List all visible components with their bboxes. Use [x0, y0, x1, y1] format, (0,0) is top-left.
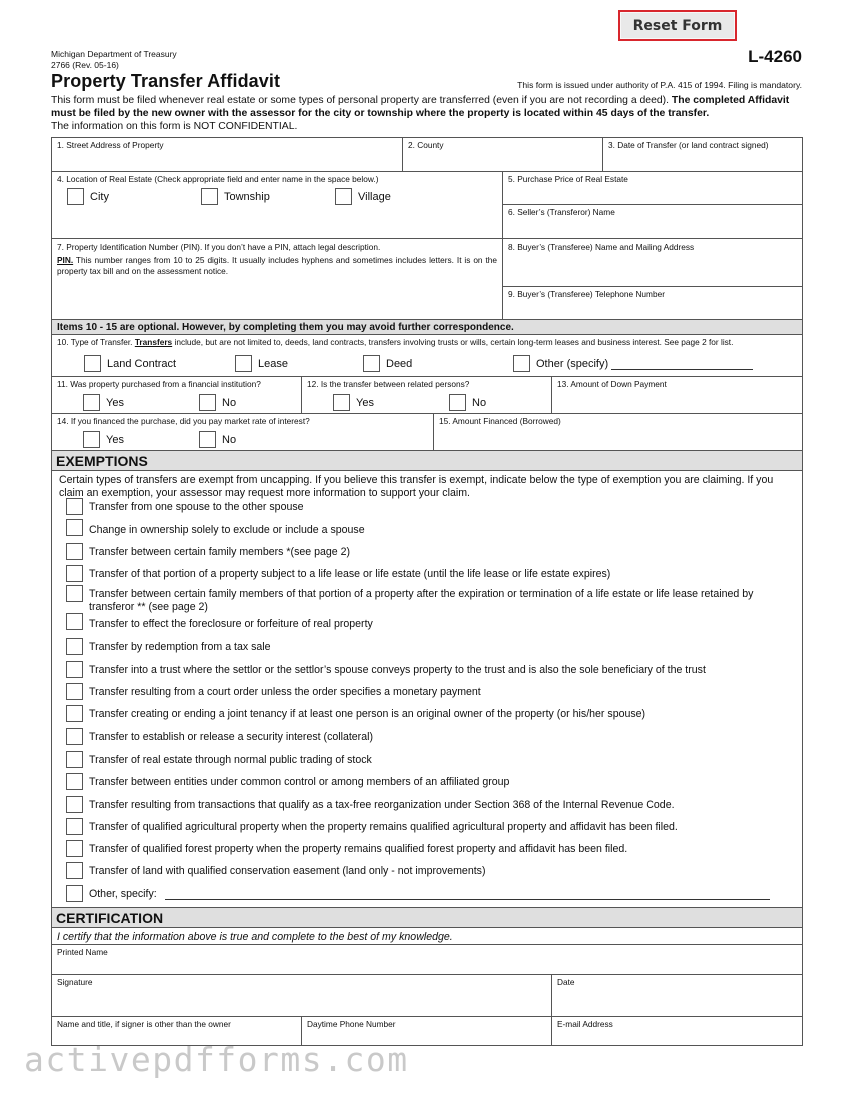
- pin-note-text: This number ranges from 10 to 25 digits. It usually includes hyphens and sometimes includes letters. It is on the property tax bill and on the assessment notice.: [57, 255, 497, 276]
- exemptions-intro: Certain types of transfers are exempt from uncapping. If you believe this transfer is exempt, indicate below the type of exemption you are claiming. If you claim an exemption, your assessor may request more information to support your claim.: [59, 474, 774, 499]
- exemption-checkbox[interactable]: [66, 751, 83, 768]
- intro-line2: The information on this form is NOT CONFIDENTIAL.: [51, 121, 298, 133]
- exemption-item[interactable]: [52, 638, 804, 655]
- exemption-item[interactable]: [52, 885, 804, 902]
- exemption-label: Transfer between certain family members of that portion of a property after the expiration or termination of a life estate or life lease retained by transferor ** (see page 2): [89, 588, 754, 613]
- lease-label: Lease: [258, 357, 288, 370]
- other-exemption-input[interactable]: [165, 888, 770, 900]
- other-transfer-label: Other (specify): [536, 357, 609, 370]
- purchase-price-label: 5. Purchase Price of Real Estate: [508, 174, 628, 184]
- form-revision: 2766 (Rev. 05-16): [51, 60, 119, 70]
- purchase-price-field[interactable]: [503, 172, 802, 205]
- rp-yes-option[interactable]: [333, 394, 449, 411]
- exemption-label: Transfer between entities under common control or among members of an affiliated group: [89, 776, 510, 788]
- exemption-checkbox[interactable]: [66, 585, 83, 602]
- rp-no-label: No: [472, 396, 487, 409]
- exemptions-heading: EXEMPTIONS: [52, 451, 802, 471]
- row-pin: [52, 239, 802, 320]
- exemption-checkbox[interactable]: [66, 638, 83, 655]
- exemption-checkbox[interactable]: [66, 705, 83, 722]
- street-address-label: 1. Street Address of Property: [57, 140, 164, 150]
- exemption-label: Change in ownership solely to exclude or include a spouse: [89, 524, 365, 536]
- exemption-label: Other, specify:: [89, 888, 157, 900]
- transfer-type-note: include, but are not limited to, deeds, land contracts, transfers involving trusts or wills, certain long-term leases and business interest. See page 2 for list.: [174, 337, 734, 347]
- mr-yes-option[interactable]: [83, 431, 199, 448]
- mr-yes-label: Yes: [106, 433, 124, 446]
- printed-name-row: [52, 945, 802, 975]
- exemption-label: Transfer of qualified agricultural property when the property remains qualified agricultural property and affidavit has been filed.: [89, 821, 678, 833]
- certification-statement: I certify that the information above is true and complete to the best of my knowledge.: [52, 928, 802, 945]
- financial-institution-field: [52, 377, 302, 413]
- related-persons-field: [302, 377, 552, 413]
- form-title: Property Transfer Affidavit: [51, 71, 281, 91]
- exemption-checkbox[interactable]: [66, 796, 83, 813]
- fi-yes-label: Yes: [106, 396, 124, 409]
- other-transfer-input[interactable]: [611, 358, 753, 370]
- amount-financed-label: 15. Amount Financed (Borrowed): [439, 416, 561, 426]
- city-checkbox[interactable]: [67, 188, 84, 205]
- market-rate-field: [52, 414, 434, 450]
- down-payment-label: 13. Amount of Down Payment: [557, 379, 667, 389]
- transfer-type-label: [52, 335, 802, 347]
- row-interest: [52, 414, 802, 451]
- exemption-label: Transfer resulting from transactions that qualify as a tax-free reorganization under Section 368 of the Internal Revenue Code.: [89, 799, 675, 811]
- exemption-item[interactable]: [52, 615, 804, 631]
- township-checkbox[interactable]: [201, 188, 218, 205]
- signature-row: [52, 975, 802, 1017]
- exemption-checkbox[interactable]: [66, 683, 83, 700]
- authority-note: This form is issued under authority of P.A. 415 of 1994. Filing is mandatory.: [517, 80, 802, 90]
- exemption-label: Transfer of qualified forest property when the property remains qualified forest property and affidavit has been filed.: [89, 843, 628, 855]
- name-title-label: Name and title, if signer is other than the owner: [57, 1019, 231, 1029]
- row-transfer-type: [52, 335, 802, 377]
- fi-no-option[interactable]: [199, 394, 236, 411]
- location-label: 4. Location of Real Estate (Check appropriate field and enter name in the space below.): [57, 174, 379, 184]
- optional-items-band: Items 10 - 15 are optional. However, by completing them you may avoid further correspondence.: [52, 320, 802, 335]
- exemption-checkbox[interactable]: [66, 565, 83, 582]
- date-of-transfer-field[interactable]: [603, 138, 802, 171]
- pin-field[interactable]: [52, 239, 503, 319]
- certification-heading: CERTIFICATION: [52, 908, 802, 928]
- location-city-option[interactable]: [67, 188, 201, 205]
- date-label: Date: [557, 977, 575, 987]
- rp-yes-label: Yes: [356, 396, 374, 409]
- exemption-checkbox[interactable]: [66, 661, 83, 678]
- deed-option[interactable]: [363, 355, 513, 372]
- market-rate-label: 14. If you financed the purchase, did you pay market rate of interest?: [57, 416, 310, 426]
- pin-note: [57, 255, 497, 277]
- other-transfer-option[interactable]: [513, 355, 753, 372]
- lease-checkbox[interactable]: [235, 355, 252, 372]
- intro-text: [51, 94, 803, 134]
- row-address: [52, 138, 802, 172]
- mr-no-checkbox[interactable]: [199, 431, 216, 448]
- row-financial: [52, 377, 802, 414]
- down-payment-field[interactable]: [552, 377, 802, 413]
- land-contract-label: Land Contract: [107, 357, 177, 370]
- fi-no-checkbox[interactable]: [199, 394, 216, 411]
- street-address-field[interactable]: [52, 138, 403, 171]
- watermark: activepdfforms.com: [24, 1040, 409, 1079]
- land-contract-option[interactable]: [84, 355, 235, 372]
- exemption-item[interactable]: [52, 862, 804, 879]
- pin-label: 7. Property Identification Number (PIN). If you don’t have a PIN, attach legal description.: [57, 242, 381, 252]
- exemption-label: Transfer of that portion of a property subject to a life lease or life estate (until the life lease or life estate expires): [89, 568, 611, 580]
- exemption-checkbox[interactable]: [66, 818, 83, 835]
- exemption-item[interactable]: [52, 661, 804, 678]
- exemption-item[interactable]: [52, 585, 804, 613]
- exemption-label: Transfer of real estate through normal public trading of stock: [89, 754, 372, 766]
- date-field[interactable]: [552, 975, 802, 1016]
- exemption-label: Transfer to effect the foreclosure or forfeiture of real property: [89, 618, 373, 630]
- county-field[interactable]: [403, 138, 603, 171]
- location-field: [52, 172, 503, 238]
- exemption-item[interactable]: [52, 728, 804, 745]
- exemption-checkbox[interactable]: [66, 885, 83, 902]
- exemption-item[interactable]: [52, 521, 804, 537]
- intro-line1: This form must be filed whenever real estate or some types of personal property are transferred (even if you are not recording a deed).: [51, 95, 669, 106]
- exemption-item[interactable]: [52, 840, 804, 857]
- exemption-checkbox[interactable]: [66, 543, 83, 560]
- intro-line1-bold: The completed Affidavit must be filed by the new owner with the assessor for the city or township where the property is located within 45 days of the transfer.: [51, 95, 790, 120]
- city-label: City: [90, 190, 109, 203]
- township-label: Township: [224, 190, 270, 203]
- exemption-item[interactable]: [52, 705, 804, 722]
- printed-name-field[interactable]: [52, 945, 802, 974]
- exemption-item[interactable]: [52, 751, 804, 768]
- financial-institution-label: 11. Was property purchased from a financial institution?: [57, 379, 261, 389]
- deed-label: Deed: [386, 357, 413, 370]
- fi-no-label: No: [222, 396, 237, 409]
- land-contract-checkbox[interactable]: [84, 355, 101, 372]
- exemption-label: Transfer of land with qualified conservation easement (land only - not improvements): [89, 865, 486, 877]
- rp-yes-checkbox[interactable]: [333, 394, 350, 411]
- pin-abbr: PIN.: [57, 255, 74, 265]
- exemption-item[interactable]: [52, 498, 804, 515]
- agency-name: Michigan Department of Treasury: [51, 49, 177, 59]
- exemption-checkbox[interactable]: [66, 840, 83, 857]
- seller-name-field[interactable]: [503, 205, 802, 238]
- buyer-phone-field[interactable]: [503, 287, 802, 319]
- deed-checkbox[interactable]: [363, 355, 380, 372]
- exemption-checkbox[interactable]: [66, 519, 83, 536]
- mr-yes-checkbox[interactable]: [83, 431, 100, 448]
- exemption-item[interactable]: [52, 796, 804, 813]
- exemption-checkbox[interactable]: [66, 862, 83, 879]
- village-checkbox[interactable]: [335, 188, 352, 205]
- exemption-item[interactable]: [52, 683, 804, 700]
- exemption-checkbox[interactable]: [66, 498, 83, 515]
- printed-name-label: Printed Name: [57, 947, 108, 957]
- daytime-phone-label: Daytime Phone Number: [307, 1019, 396, 1029]
- reset-form-button[interactable]: Reset Form: [618, 10, 737, 41]
- exemption-checkbox[interactable]: [66, 773, 83, 790]
- exemption-item[interactable]: [52, 543, 804, 560]
- location-village-option[interactable]: [335, 188, 391, 205]
- county-label: 2. County: [408, 140, 444, 150]
- exemption-checkbox[interactable]: [66, 728, 83, 745]
- exemption-label: Transfer creating or ending a joint tenancy if at least one person is an original owner of the property (or his/her spouse): [89, 708, 646, 720]
- row-location: [52, 172, 802, 239]
- related-persons-label: 12. Is the transfer between related persons?: [307, 379, 470, 389]
- date-of-transfer-label: 3. Date of Transfer (or land contract signed): [608, 140, 769, 150]
- fi-yes-option[interactable]: [83, 394, 199, 411]
- exemption-label: Transfer from one spouse to the other spouse: [89, 501, 304, 513]
- exemption-checkbox[interactable]: [66, 613, 83, 630]
- seller-name-label: 6. Seller’s (Transferor) Name: [508, 207, 615, 217]
- transfer-type-bold: Transfers: [134, 337, 173, 347]
- affidavit-form: [51, 137, 803, 1046]
- rp-no-checkbox[interactable]: [449, 394, 466, 411]
- transfer-type-num: 10. Type of Transfer.: [57, 337, 133, 347]
- exemption-label: Transfer by redemption from a tax sale: [89, 641, 271, 653]
- fi-yes-checkbox[interactable]: [83, 394, 100, 411]
- form-number: L-4260: [748, 47, 802, 66]
- email-label: E-mail Address: [557, 1019, 613, 1029]
- exemption-label: Transfer to establish or release a security interest (collateral): [89, 731, 373, 743]
- exemption-label: Transfer resulting from a court order unless the order specifies a monetary payment: [89, 686, 481, 698]
- village-label: Village: [358, 190, 391, 203]
- email-field[interactable]: [552, 1017, 802, 1045]
- mr-no-option[interactable]: [199, 431, 236, 448]
- signature-label: Signature: [57, 977, 93, 987]
- other-transfer-checkbox[interactable]: [513, 355, 530, 372]
- exemptions-section: [52, 471, 802, 908]
- amount-financed-field[interactable]: [434, 414, 802, 450]
- lease-option[interactable]: [235, 355, 363, 372]
- buyer-name-label: 8. Buyer’s (Transferee) Name and Mailing Address: [508, 242, 695, 252]
- buyer-name-field[interactable]: [503, 239, 802, 287]
- signature-field[interactable]: [52, 975, 552, 1016]
- location-township-option[interactable]: [201, 188, 335, 205]
- mr-no-label: No: [222, 433, 237, 446]
- agency-block: [51, 49, 177, 71]
- exemption-label: Transfer between certain family members *(see page 2): [89, 546, 351, 558]
- exemption-item[interactable]: [52, 565, 804, 582]
- exemption-item[interactable]: [52, 773, 804, 790]
- exemption-item[interactable]: [52, 818, 804, 835]
- exemption-label: Transfer into a trust where the settlor or the settlor’s spouse conveys property to the trust and is also the sole beneficiary of the trust: [89, 664, 706, 676]
- rp-no-option[interactable]: [449, 394, 486, 411]
- buyer-phone-label: 9. Buyer’s (Transferee) Telephone Number: [508, 289, 665, 299]
